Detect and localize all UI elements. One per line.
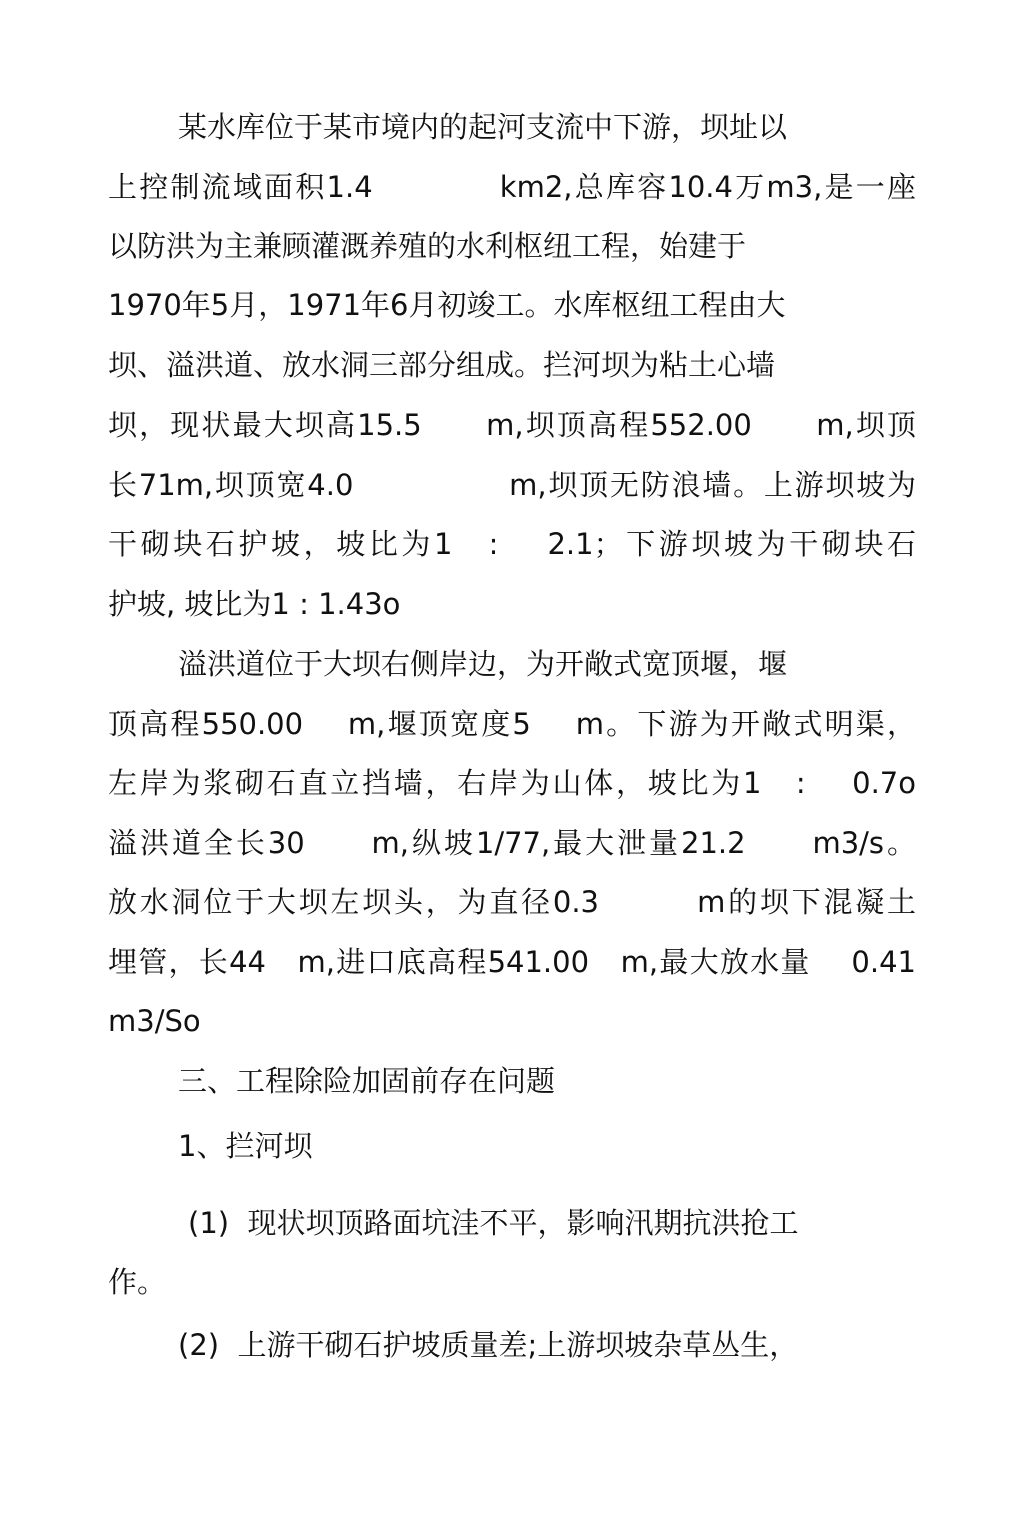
paragraph-line: 上控制流域面积1.4 km2,总库容10.4万m3,是一座 [108, 170, 916, 204]
paragraph-line: 某水库位于某市境内的起河支流中下游，坝址以 [178, 110, 788, 144]
paragraph-line: 护坡, 坡比为1 : 1.43o [108, 587, 401, 621]
paragraph-line: 坝、溢洪道、放水洞三部分组成。拦河坝为粘土心墙 [108, 348, 776, 382]
section-heading: 三、工程除险加固前存在问题 [178, 1064, 556, 1098]
list-item: (2) 上游干砌石护坡质量差;上游坝坡杂草丛生， [178, 1328, 799, 1362]
paragraph-line: 顶高程550.00 m,堰顶宽度5 m。下游为开敞式明渠， [108, 707, 916, 741]
subsection-heading: 1、拦河坝 [178, 1129, 313, 1163]
paragraph-line: 长71m,坝顶宽4.0 m,坝顶无防浪墙。上游坝坡为 [108, 468, 916, 502]
paragraph-line: m3/So [108, 1004, 201, 1038]
paragraph-line: 以防洪为主兼顾灌溉养殖的水利枢纽工程，始建于 [108, 229, 747, 263]
list-item: (1) 现状坝顶路面坑洼不平，影响汛期抗洪抢工 [188, 1206, 799, 1240]
paragraph-line: 左岸为浆砌石直立挡墙，右岸为山体，坡比为1 : 0.7o [108, 766, 916, 800]
paragraph-line: 干砌块石护坡，坡比为1 : 2.1；下游坝坡为干砌块石 [108, 527, 916, 561]
paragraph-line: 埋管，长44 m,进口底高程541.00 m,最大放水量 0.41 [108, 945, 916, 979]
paragraph-line: 坝，现状最大坝高15.5 m,坝顶高程552.00 m,坝顶 [108, 408, 916, 442]
paragraph-line: 放水洞位于大坝左坝头，为直径0.3 m的坝下混凝土 [108, 885, 916, 919]
list-item-continuation: 作。 [108, 1265, 167, 1299]
paragraph-line: 1970年5月，1971年6月初竣工。水库枢纽工程由大 [108, 288, 786, 322]
paragraph-line: 溢洪道全长30 m,纵坡1/77,最大泄量21.2 m3/s。 [108, 826, 916, 860]
paragraph-line: 溢洪道位于大坝右侧岸边，为开敞式宽顶堰，堰 [178, 647, 788, 681]
